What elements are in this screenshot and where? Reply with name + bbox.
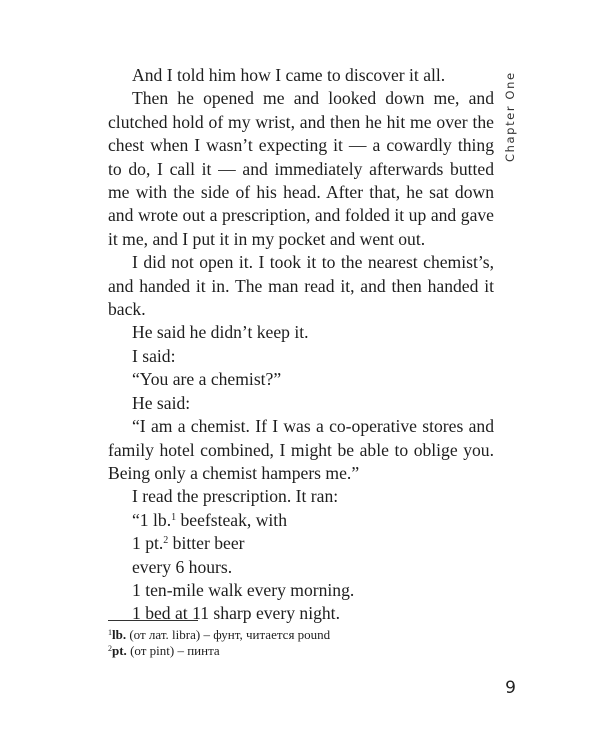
paragraph: And I told him how I came to discover it all. [132,65,446,85]
paragraph: “You are a chemist?” [132,369,282,390]
prescription-line: 1 bed at 11 sharp every night. [132,603,340,624]
paragraph: He said: [132,392,191,413]
prescription-line: every 6 hours. [132,556,233,577]
paragraph: “I am a chemist. If I was a co-operative stores and family hotel combined, I might be able to oblige you. Being only a chemist hampers me.” [108,416,494,483]
page-number: 9 [505,678,516,698]
prescription-line: “1 lb.$^1$ beefsteak, with [132,509,287,530]
footnote: $^1$lb. (от лат. libra) – фунт, читается pound [108,627,331,642]
paragraph: I read the prescription. It ran: [132,486,339,507]
running-header: Chapter One [503,71,517,162]
footnote-ref[interactable]: 2 [163,535,169,547]
footnote: $^2$pt. (от pint) – пинта [108,643,220,658]
body-text [108,64,494,626]
footnotes [108,627,488,659]
footnote-ref[interactable]: 1 [171,511,177,523]
paragraph: Then he opened me and looked down me, and clutched hold of my wrist, and then he hit me over the chest when I wasn’t expecting it — a cowardly thing to do, I call it — and immediately afterwards butted me with the side of his head. After that, he sat down and wrote out a prescription, and folded it up and gave it me, and I put it in my pocket and went out. [108,88,494,249]
paragraph: I said: [132,345,176,366]
prescription-line: 1 pt.$^2$ bitter beer [132,533,245,554]
footnote-divider [108,620,198,621]
paragraph: He said he didn’t keep it. [132,322,309,343]
paragraph: I did not open it. I took it to the nearest chemist’s, and handed it in. The man read it, and then handed it back. [108,252,494,320]
prescription-line: 1 ten-mile walk every morning. [132,579,355,600]
